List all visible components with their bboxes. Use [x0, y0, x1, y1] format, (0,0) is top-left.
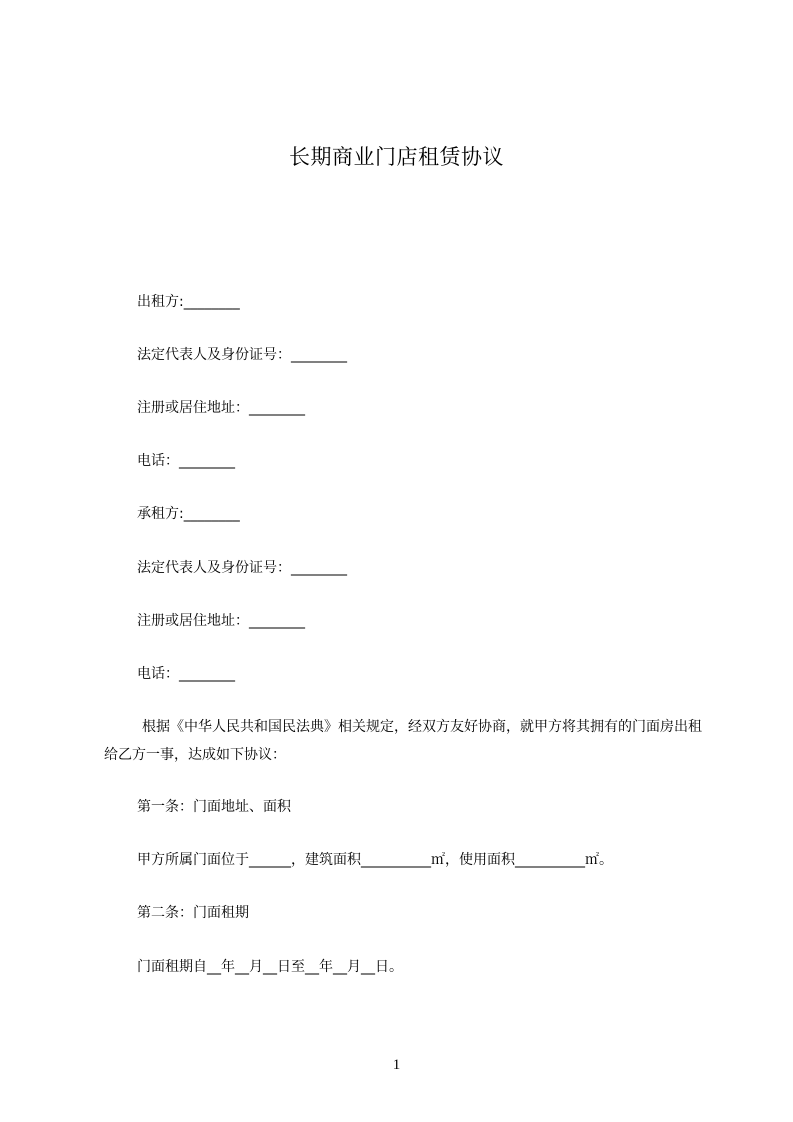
lessee-name-line: 承租方:________: [137, 506, 240, 522]
preamble-text: 根据《中华人民共和国民法典》相关规定，经双方友好协商，就甲方将其拥有的门面房出租给乙方一事，达成如下协议：: [104, 719, 702, 763]
lessor-representative-line: 法定代表人及身份证号：________: [137, 347, 347, 363]
document-title: 长期商业门店租赁协议: [289, 145, 504, 169]
lessor-name-line: 出租方:________: [137, 294, 240, 310]
article-2-heading: 第二条：门面租期: [137, 905, 249, 921]
lessee-representative-line: 法定代表人及身份证号：________: [137, 560, 347, 576]
lessor-phone-line: 电话：________: [137, 453, 235, 469]
preamble-paragraph: [104, 713, 704, 769]
article-1-heading: 第一条：门面地址、面积: [137, 799, 291, 815]
article-2-body: 门面租期自__年__月__日至__年__月__日。: [137, 959, 403, 975]
lessee-phone-line: 电话：________: [137, 666, 235, 682]
page-number: 1: [392, 1057, 401, 1073]
lessee-address-line: 注册或居住地址：________: [137, 613, 305, 629]
lessor-address-line: 注册或居住地址：________: [137, 400, 305, 416]
article-1-body: 甲方所属门面位于______，建筑面积__________㎡，使用面积__________㎡。: [137, 852, 613, 868]
